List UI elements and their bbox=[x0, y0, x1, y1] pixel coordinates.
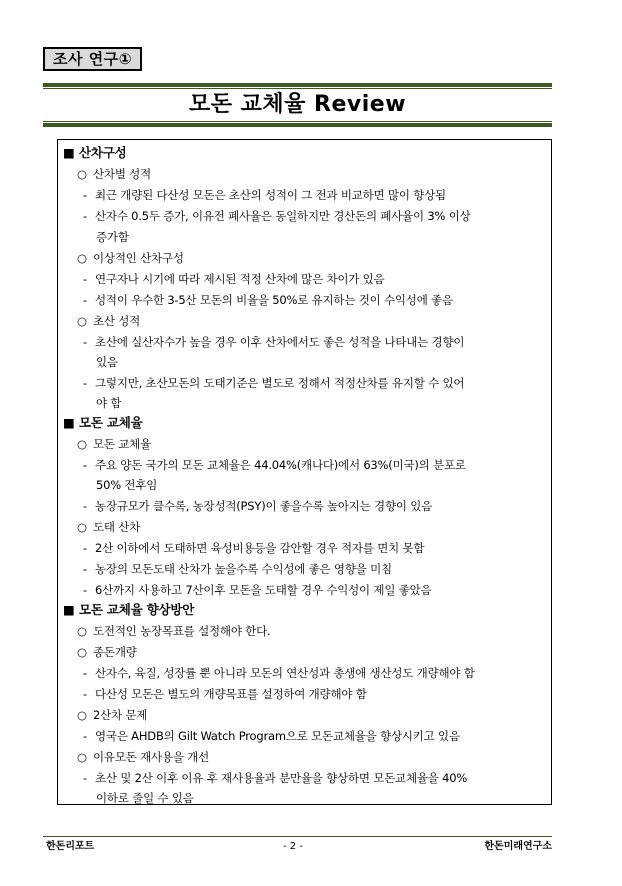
group-title: ○ 초산 성적 bbox=[77, 314, 141, 328]
title-bottom-rule bbox=[43, 123, 552, 127]
group-title: ○ 도전적인 농장목표를 설정해야 한다. bbox=[77, 624, 271, 638]
title-top-rule bbox=[43, 83, 552, 87]
list-item: - 주요 양돈 국가의 모돈 교체율은 44.04%(캐나다)에서 63%(미국)의 분포로 bbox=[83, 458, 466, 472]
page-number: - 2 - bbox=[283, 841, 303, 852]
list-item: - 초산에 실산자수가 높을 경우 이후 산차에서도 좋은 성적을 나타내는 경향이 bbox=[83, 335, 465, 349]
list-item-continuation: 이하로 줄일 수 있음 bbox=[96, 791, 194, 805]
group-title: ○ 이유모돈 재사용을 개선 bbox=[77, 750, 209, 764]
list-item: - 성적이 우수한 3-5산 모돈의 비율을 50%로 유지하는 것이 수익성에 좋음 bbox=[83, 293, 453, 307]
list-item: - 연구자나 시기에 따라 제시된 적정 산차에 많은 차이가 있음 bbox=[83, 272, 385, 286]
footer-left: 한돈리포트 bbox=[46, 841, 95, 852]
footer-rule bbox=[43, 836, 552, 837]
footer-right: 한돈미래연구소 bbox=[484, 841, 552, 852]
list-item: - 농장의 모돈도태 산차가 높을수록 수익성에 좋은 영향을 미침 bbox=[83, 562, 392, 576]
group-title: ○ 종돈개량 bbox=[77, 645, 137, 659]
list-item: - 초산 및 2산 이후 이유 후 재사용율과 분만율을 향상하면 모돈교체율을 40% bbox=[83, 771, 468, 785]
list-item: - 6산까지 사용하고 7산이후 모돈을 도태할 경우 수익성이 제일 좋았음 bbox=[83, 583, 432, 597]
list-item-continuation: 있음 bbox=[96, 355, 118, 369]
section-heading: ■ 산차구성 bbox=[63, 145, 127, 160]
list-item: - 2산 이하에서 도태하면 육성비용등을 감안할 경우 적자를 면치 못함 bbox=[83, 541, 425, 555]
section-heading: ■ 모돈 교체율 bbox=[63, 415, 143, 430]
title-top-rule-thin bbox=[43, 88, 552, 89]
section-tag: 조사 연구① bbox=[43, 47, 142, 71]
group-title: ○ 산차별 성적 bbox=[77, 167, 151, 181]
list-item: - 산자수, 육질, 성장률 뿐 아니라 모돈의 연산성과 총생애 생산성도 개량해야 함 bbox=[83, 666, 475, 680]
list-item: - 그렇지만, 초산모돈의 도태기준은 별도로 정해서 적정산차를 유지할 수 있어 bbox=[83, 376, 465, 390]
list-item: - 영국은 AHDB의 Gilt Watch Program으로 모돈교체율을 향상시키고 있음 bbox=[83, 729, 460, 743]
list-item-continuation: 야 함 bbox=[96, 396, 122, 410]
list-item-continuation: 증가함 bbox=[96, 230, 129, 244]
section-heading: ■ 모돈 교체율 향상방안 bbox=[63, 602, 195, 617]
list-item: - 최근 개량된 다산성 모돈은 초산의 성적이 그 전과 비교하면 많이 향상됨 bbox=[83, 188, 446, 202]
page-title: 모돈 교체율 Review bbox=[188, 92, 407, 117]
group-title: ○ 2산차 문제 bbox=[77, 708, 148, 722]
group-title: ○ 도태 산차 bbox=[77, 520, 141, 534]
list-item: - 농장규모가 클수록, 농장성적(PSY)이 좋을수록 높아지는 경향이 있음 bbox=[83, 499, 433, 513]
list-item-continuation: 50% 전후임 bbox=[96, 478, 158, 492]
title-bottom-rule-thin bbox=[43, 121, 552, 122]
list-item: - 산자수 0.5두 증가, 이유전 폐사율은 동일하지만 경산돈의 폐사율이 3% 이상 bbox=[83, 209, 471, 223]
group-title: ○ 이상적인 산차구성 bbox=[77, 251, 184, 265]
list-item: - 다산성 모돈은 별도의 개량목표를 설정하여 개량해야 함 bbox=[83, 687, 367, 701]
group-title: ○ 모돈 교체율 bbox=[77, 437, 151, 451]
